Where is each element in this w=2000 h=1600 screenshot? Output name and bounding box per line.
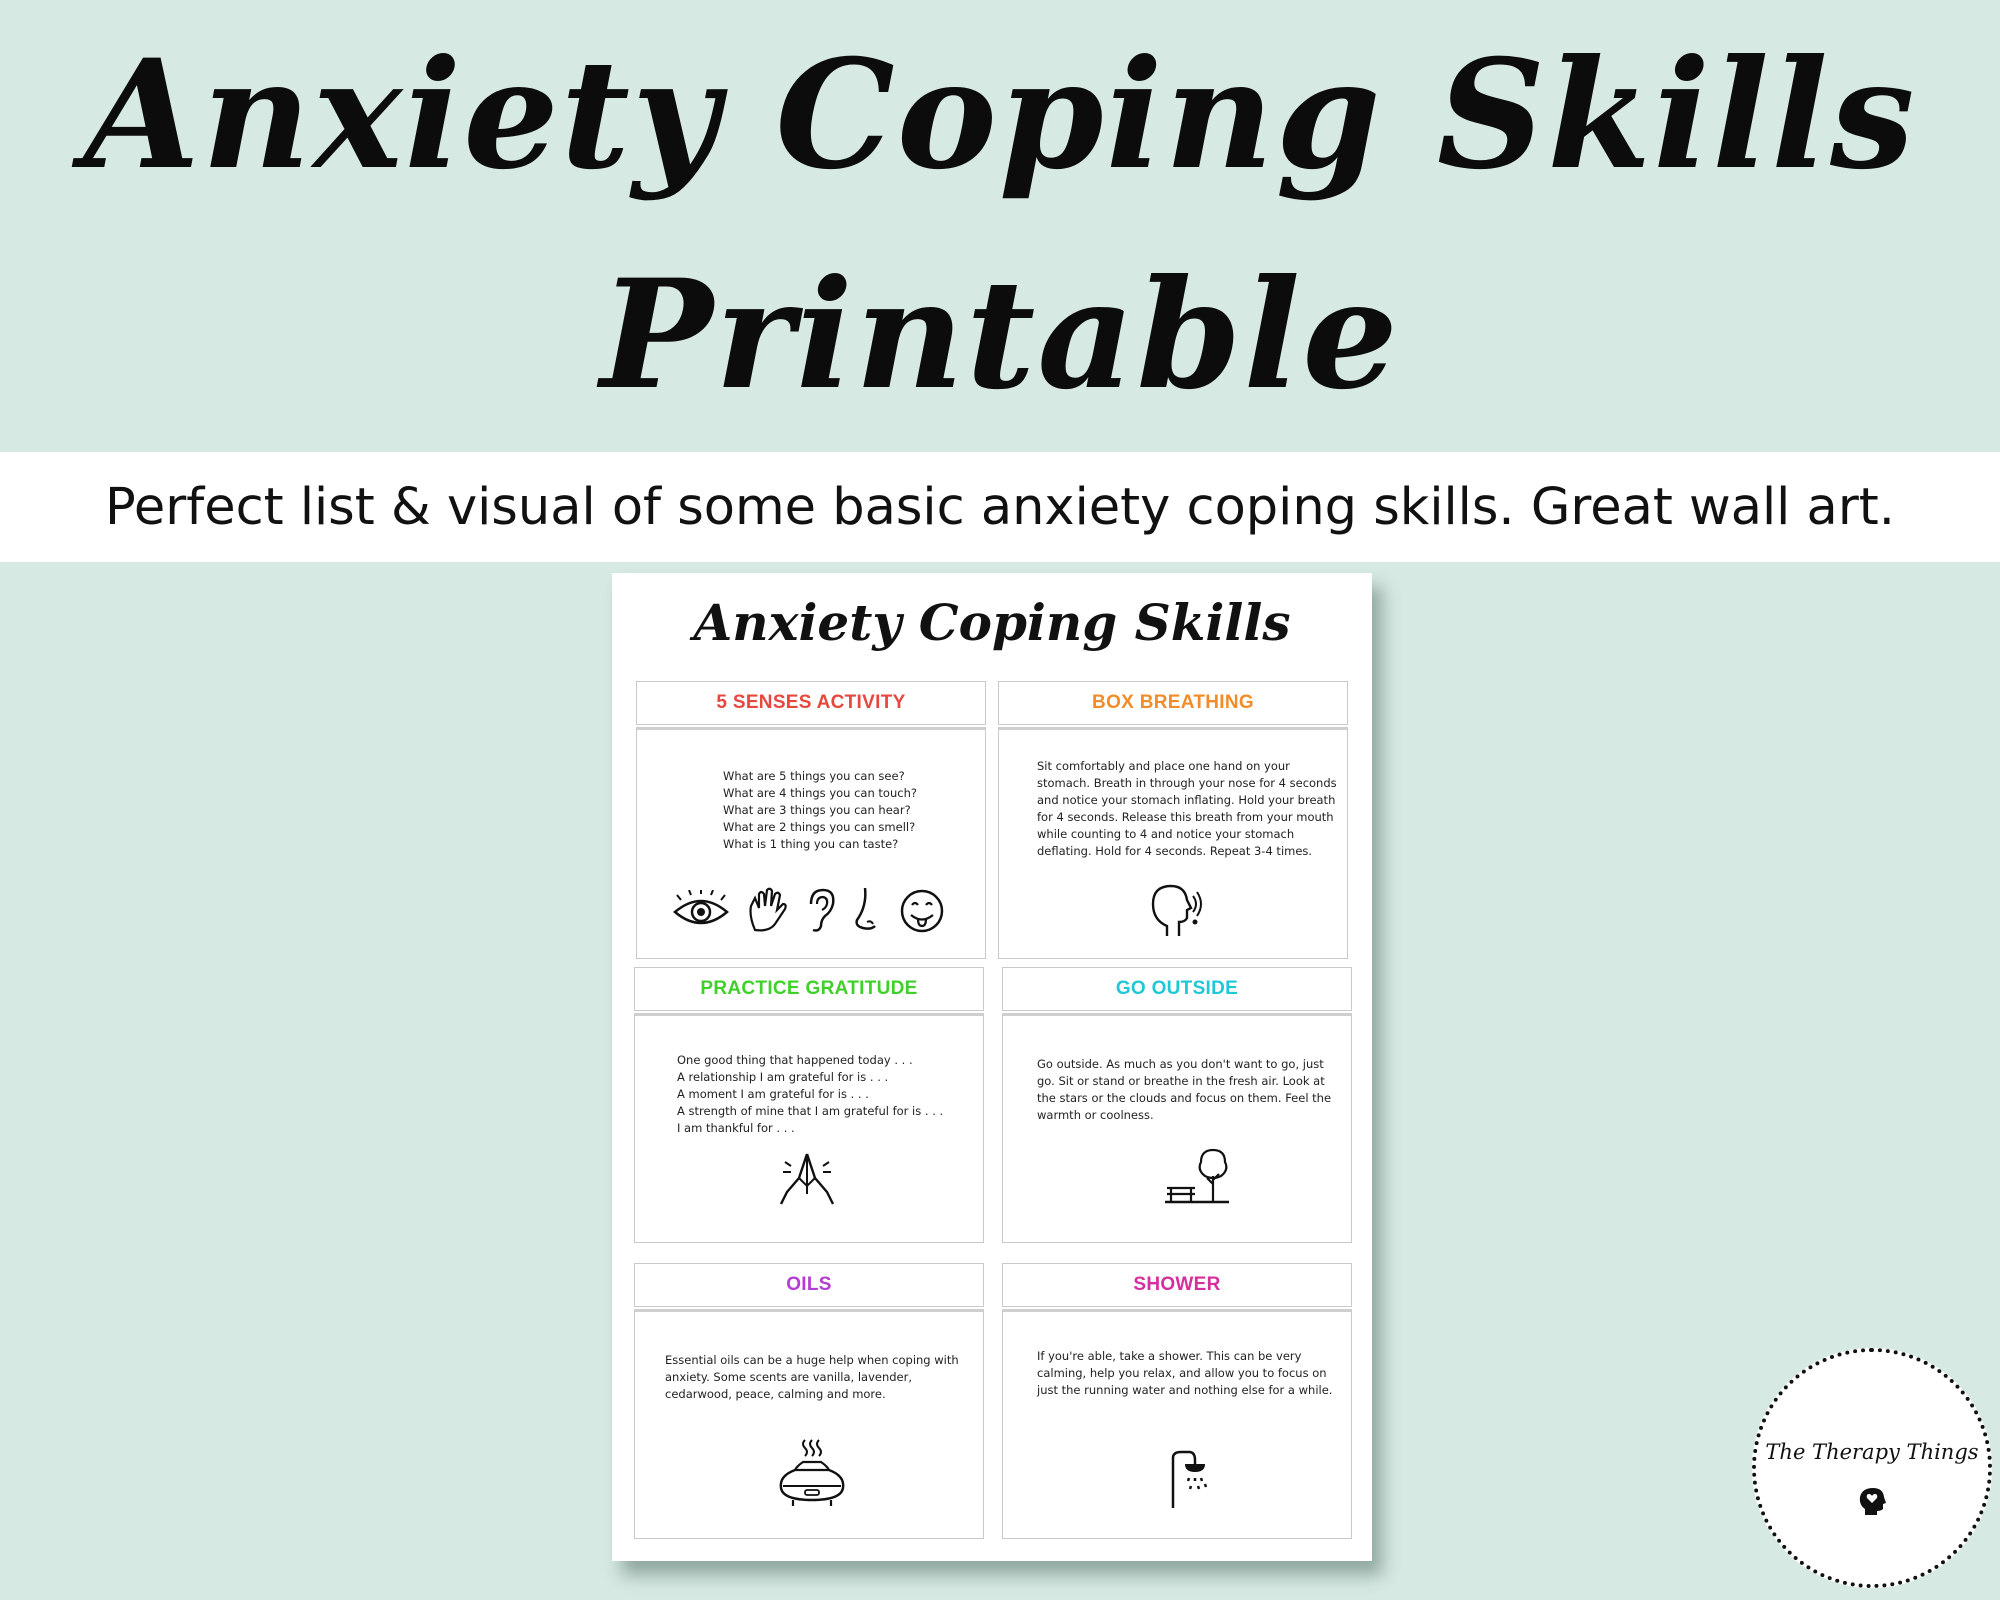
oil-diffuser-icon [775,1436,849,1508]
eye-icon [671,890,731,934]
logo-text: The Therapy Things [1765,1440,1979,1464]
card-text: What are 5 things you can see? What are 4 things you can touch? What are 3 things you can hear? What are 2 things you can smell? What is 1 thing you can taste? [723,769,917,851]
card-body [998,727,1348,959]
head-heart-icon [1859,1487,1887,1522]
card-text: Sit comfortably and place one hand on your stomach. Breath in through your nose for 4 seconds and notice your stomach inflating. Hold your breath for 4 seconds. Release this breath from your mouth while counting to 4 and notice your stomach deflating. Hold for 4 seconds. Repeat 3-4 times. [1037,759,1337,858]
card-heading: OILS [634,1263,984,1307]
card-heading: PRACTICE GRATITUDE [634,967,984,1011]
banner-text: Perfect list & visual of some basic anxiety coping skills. Great wall art. [104,477,1895,537]
card-text: Essential oils can be a huge help when coping with anxiety. Some scents are vanilla, lavender, cedarwood, peace, calming and more. [665,1353,959,1401]
shower-icon [1167,1448,1215,1510]
main-title-line1: Anxiety Coping Skills [83,27,1917,203]
main-title-line2: Printable [600,247,1400,423]
card-shower [1002,1263,1352,1539]
card-oils [634,1263,984,1539]
card-body [1002,1013,1352,1243]
card-box-breathing [998,681,1348,959]
ear-icon [803,886,837,934]
breathing-head-icon [1147,882,1205,938]
praying-hands-icon [777,1148,837,1206]
card-heading: SHOWER [1002,1263,1352,1307]
card-text: If you're able, take a shower. This can be very calming, help you relax, and allow you to focus on just the running water and nothing else for a while. [1037,1349,1333,1397]
printable-sheet-preview [612,573,1372,1561]
nose-icon [853,886,887,934]
park-bench-tree-icon [1161,1146,1233,1206]
card-heading: GO OUTSIDE [1002,967,1352,1011]
card-text: One good thing that happened today . . . A relationship I am grateful for is . . . A moment I am grateful for is . . . A strength of mine that I am grateful for is . . . I am thankful for . . . [677,1053,944,1135]
card-go-outside [1002,967,1352,1243]
card-heading: BOX BREATHING [998,681,1348,725]
brand-logo [1752,1348,1992,1588]
card-text: Go outside. As much as you don't want to go, just go. Sit or stand or breathe in the fresh air. Look at the stars or the clouds and focus on them. Feel the warmth or coolness. [1037,1057,1332,1122]
sheet-title: Anxiety Coping Skills [693,593,1291,652]
hand-icon [745,886,789,934]
card-body [636,727,986,959]
card-body [634,1309,984,1539]
card-body [1002,1309,1352,1539]
tongue-face-icon [899,888,945,934]
card-5-senses [636,681,986,959]
description-banner [0,452,2000,562]
card-practice-gratitude [634,967,984,1243]
card-body [634,1013,984,1243]
card-heading: 5 SENSES ACTIVITY [636,681,986,725]
